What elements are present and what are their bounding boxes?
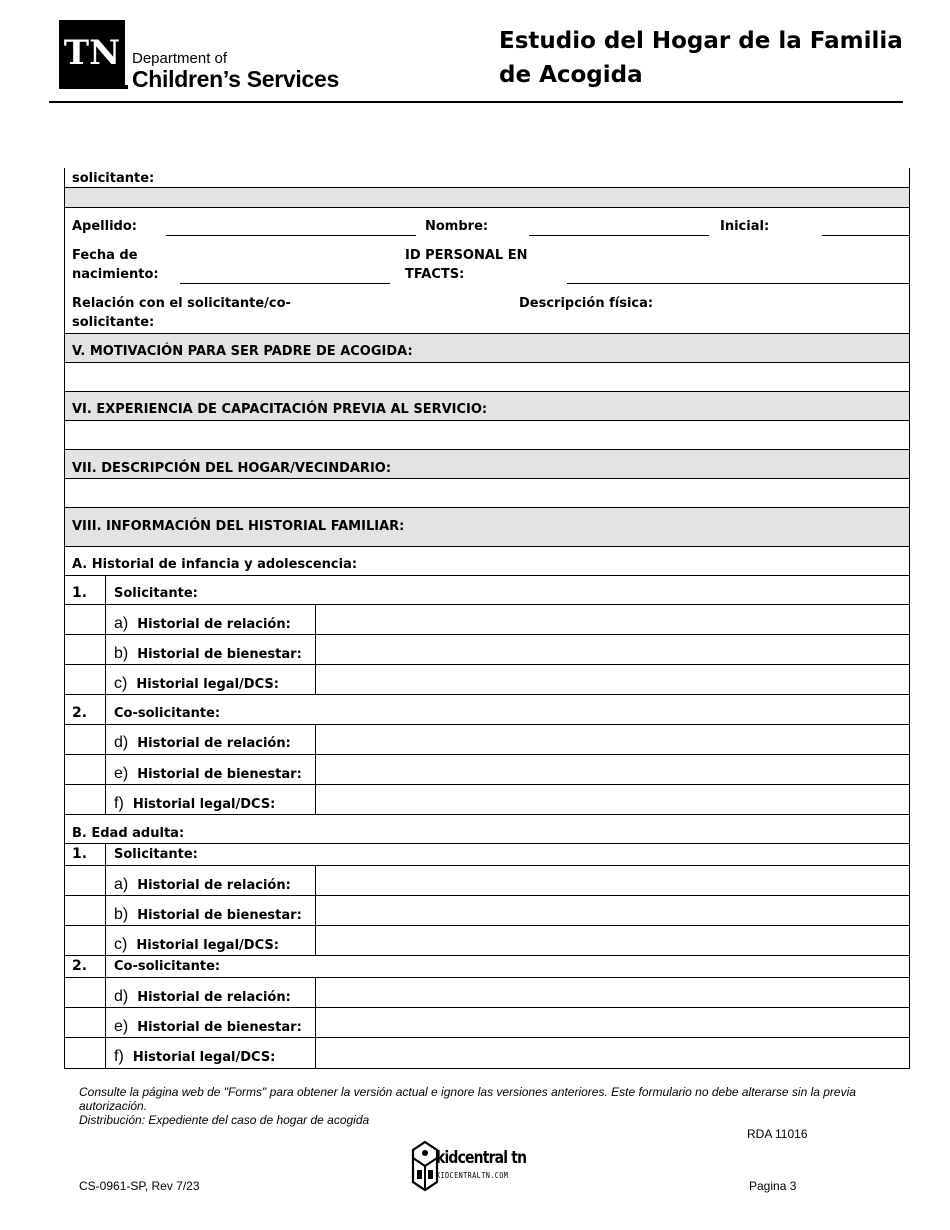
person-id-label-line1: ID PERSONAL EN (405, 248, 528, 263)
item-number: 1. (72, 585, 88, 601)
table-border-left (64, 168, 65, 1069)
footer-note-line1: Consulte la página web de "Forms" para obtener la versión actual e ignore las versiones anteriores. Este formulario no debe alterarse sin la previa (79, 1085, 856, 1099)
section-vii-response[interactable] (65, 479, 909, 507)
footer-note-line2: autorización. (79, 1099, 148, 1113)
applicant-label-fragment: solicitante: (72, 171, 155, 186)
row-line (64, 1068, 910, 1069)
wellbeing-history-field[interactable] (316, 755, 909, 784)
row-line (64, 814, 910, 815)
co-applicant-heading: Co-solicitante: (114, 706, 221, 721)
relationship-history-field[interactable] (316, 605, 909, 634)
row-line (64, 449, 910, 450)
person-id-label-line2: TFACTS: (405, 267, 465, 282)
row-line (64, 187, 910, 188)
subsection-b-heading: B. Edad adulta: (72, 826, 185, 841)
history-row-label: a) Historial de relación: (114, 615, 291, 632)
document-title: Estudio del Hogar de la Familia de Acogida (499, 28, 903, 88)
row-line (64, 955, 910, 956)
relationship-label-line2: solicitante: (72, 315, 155, 330)
item-number: 1. (72, 846, 88, 862)
kidcentral-wordmark: kidcentral tn (436, 1148, 527, 1168)
legal-history-field[interactable] (316, 926, 909, 955)
wellbeing-history-field[interactable] (316, 635, 909, 664)
row-line (64, 694, 910, 695)
row-line (64, 843, 910, 844)
history-row-label: e) Historial de bienestar: (114, 1018, 302, 1035)
history-row-label: b) Historial de bienestar: (114, 645, 302, 662)
row-line (64, 333, 910, 334)
kidcentral-logo (410, 1140, 527, 1194)
item-number: 2. (72, 705, 88, 721)
section-vi-response[interactable] (65, 421, 909, 449)
history-row-label: a) Historial de relación: (114, 876, 291, 893)
dept-name-line2: Children’s Services (132, 66, 339, 92)
relationship-history-field[interactable] (316, 725, 909, 754)
section-vi-heading: VI. EXPERIENCIA DE CAPACITACIÓN PREVIA AL SERVICIO: (72, 402, 488, 417)
legal-history-field[interactable] (316, 665, 909, 694)
number-column-line (105, 575, 106, 814)
initial-label: Inicial: (720, 219, 770, 234)
person-id-field[interactable] (567, 283, 909, 284)
history-row-label: c) Historial legal/DCS: (114, 936, 279, 953)
history-row-label: b) Historial de bienestar: (114, 906, 302, 923)
legal-history-field[interactable] (316, 1038, 909, 1068)
applicant-heading: Solicitante: (114, 847, 198, 862)
history-row-label: c) Historial legal/DCS: (114, 675, 279, 692)
relationship-label-line1: Relación con el solicitante/co- (72, 296, 291, 311)
row-line (64, 391, 910, 392)
history-row-label: d) Historial de relación: (114, 988, 291, 1005)
first-name-field[interactable] (529, 235, 709, 236)
wellbeing-history-field[interactable] (316, 1008, 909, 1037)
tn-logo-mark: TN (59, 20, 125, 86)
initial-field[interactable] (822, 235, 909, 236)
dob-field[interactable] (180, 283, 390, 284)
kidcentral-url: KIDCENTRALTN.COM (436, 1171, 509, 1180)
section-viii-heading: VIII. INFORMACIÓN DEL HISTORIAL FAMILIAR: (72, 519, 405, 534)
row-line (64, 575, 910, 576)
dob-label-line1: Fecha de (72, 248, 138, 263)
applicant-heading: Solicitante: (114, 586, 198, 601)
section-v-response[interactable] (65, 363, 909, 391)
physical-description-label: Descripción física: (519, 296, 654, 311)
history-row-label: e) Historial de bienestar: (114, 765, 302, 782)
footer-page-number: Pagina 3 (749, 1179, 797, 1193)
row-line (64, 507, 910, 508)
section-vii-heading: VII. DESCRIPCIÓN DEL HOGAR/VECINDARIO: (72, 461, 392, 476)
row-line (64, 207, 910, 208)
surname-label: Apellido: (72, 219, 137, 234)
history-row-label: f) Historial legal/DCS: (114, 795, 276, 812)
dob-label-line2: nacimiento: (72, 267, 159, 282)
subsection-a-heading: A. Historial de infancia y adolescencia: (72, 557, 358, 572)
shaded-spacer-row (65, 188, 910, 208)
relationship-history-field[interactable] (316, 978, 909, 1007)
relationship-history-field[interactable] (316, 866, 909, 895)
history-row-label: d) Historial de relación: (114, 734, 291, 751)
number-column-line (105, 843, 106, 1068)
row-line (64, 546, 910, 547)
table-border-right (909, 168, 910, 1069)
footer-distribution: Distribución: Expediente del caso de hogar de acogida (79, 1113, 370, 1127)
dept-name-line1: Department of (132, 50, 228, 67)
legal-history-field[interactable] (316, 785, 909, 814)
item-number: 2. (72, 958, 88, 974)
section-v-heading: V. MOTIVACIÓN PARA SER PADRE DE ACOGIDA: (72, 344, 413, 359)
surname-field[interactable] (166, 235, 416, 236)
footer-rda: RDA 11016 (747, 1127, 808, 1141)
co-applicant-heading: Co-solicitante: (114, 959, 221, 974)
history-row-label: f) Historial legal/DCS: (114, 1048, 276, 1065)
wellbeing-history-field[interactable] (316, 896, 909, 925)
footer-form-id: CS-0961-SP, Rev 7/23 (79, 1179, 200, 1193)
first-name-label: Nombre: (425, 219, 489, 234)
